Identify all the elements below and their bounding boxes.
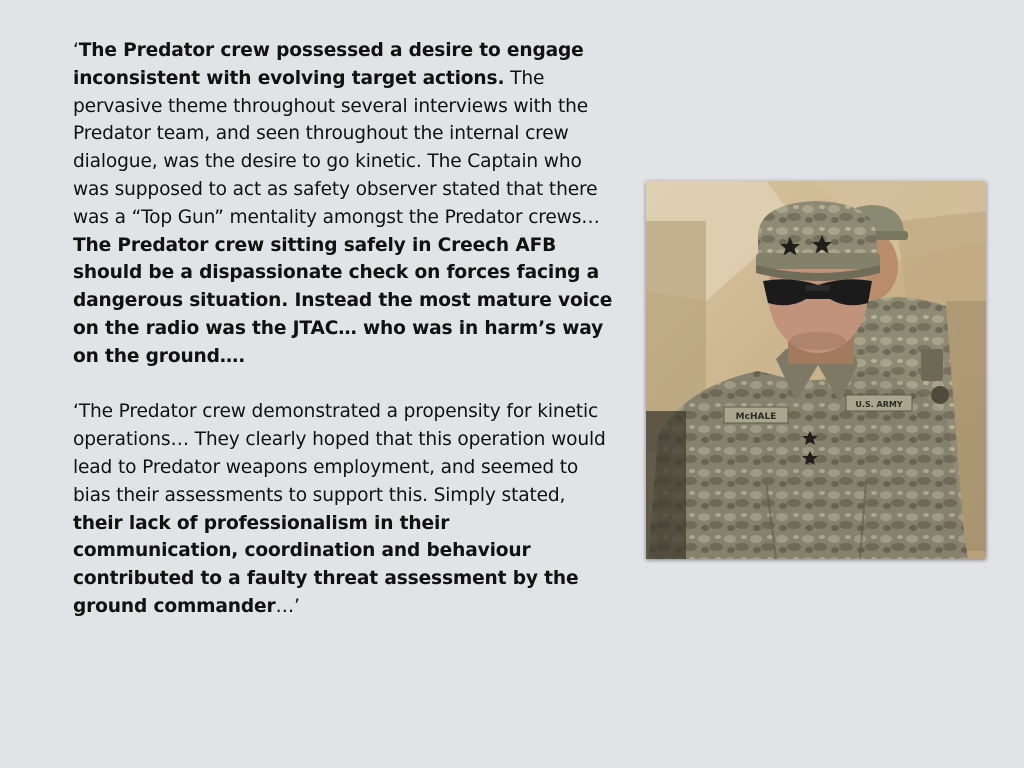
quote-1-bold-lead: The Predator crew possessed a desire to engage inconsistent with evolving target actions. bbox=[73, 40, 584, 89]
opening-quote-mark: ‘ bbox=[73, 40, 79, 61]
quote-paragraph-2 bbox=[73, 398, 618, 620]
quote-2-bold-conclusion: their lack of professionalism in their communication, coordination and behaviour contributed to a faulty threat assessment by the ground commander bbox=[73, 512, 579, 617]
quote-1-bold-conclusion: The Predator crew sitting safely in Creech AFB should be a dispassionate check on forces facing a dangerous situation. Instead the most mature voice on the radio was the JTAC… who was in harm’s way on the ground…. bbox=[73, 234, 613, 367]
branch-tape: U.S. ARMY bbox=[855, 400, 903, 409]
officer-photo bbox=[646, 181, 986, 559]
quote-2-body: ‘The Predator crew demonstrated a propensity for kinetic operations… They clearly hoped that this operation would lead to Predator weapons employment, and seemed to bias their assessments to support this. Simply stated, bbox=[73, 401, 606, 506]
quote-1-body: The pervasive theme throughout several interviews with the Predator team, and seen throughout the internal crew dialogue, was the desire to go kinetic. The Captain who was supposed to act as safety observer stated that there was a “Top Gun” mentality amongst the Predator crews… bbox=[73, 67, 600, 228]
quote-paragraph-1 bbox=[73, 37, 618, 371]
slide-text-block bbox=[73, 37, 618, 621]
name-tape: McHALE bbox=[735, 412, 777, 422]
officer-photo-illustration bbox=[646, 181, 986, 559]
closing-quote-mark: …’ bbox=[275, 595, 300, 617]
